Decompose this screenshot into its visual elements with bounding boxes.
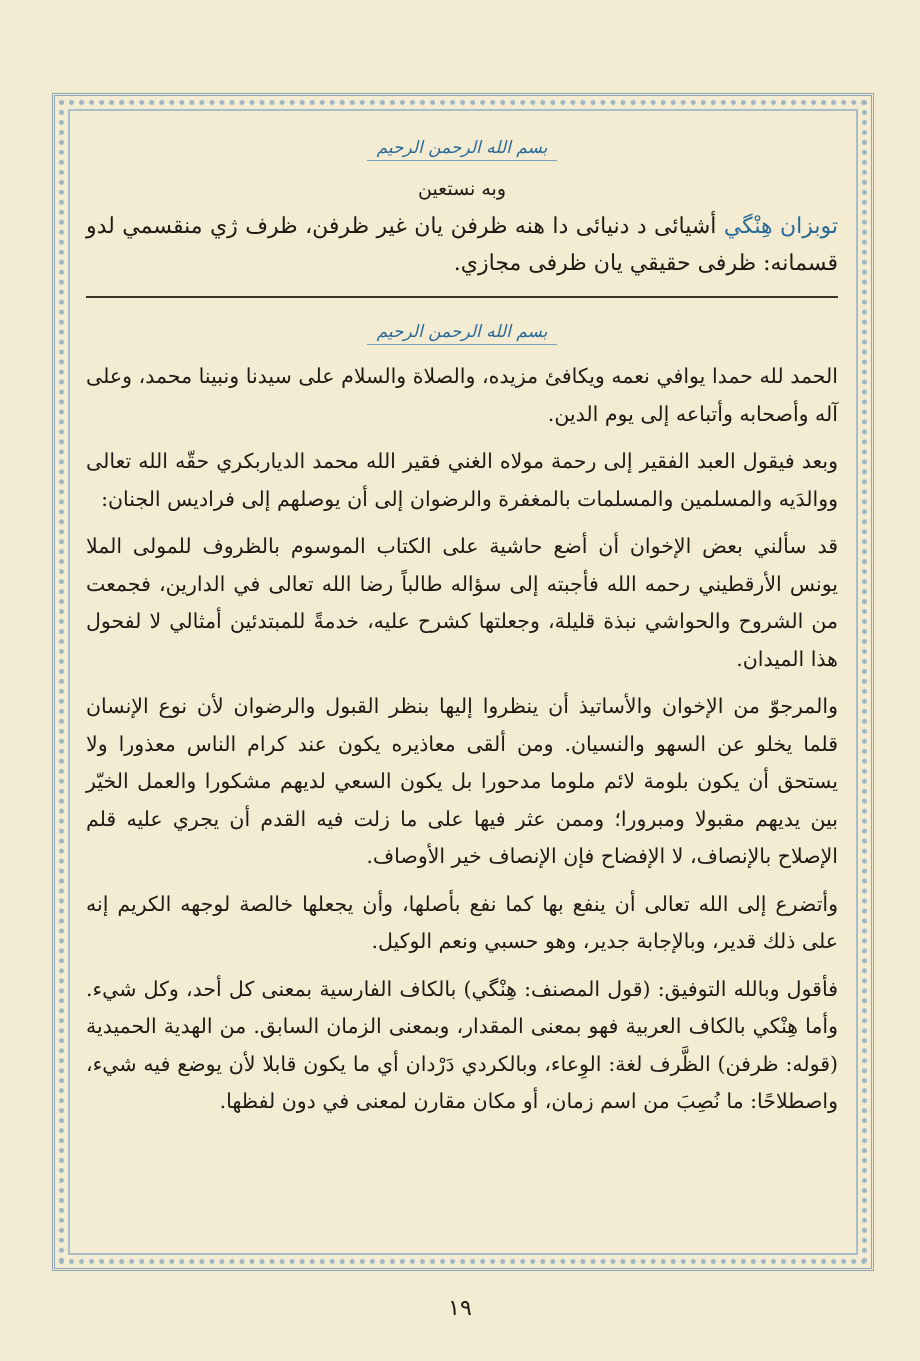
page-content [86, 122, 838, 1131]
basmala-calligraphy-top [86, 122, 838, 174]
paragraph: وبعد فيقول العبد الفقير إلى رحمة مولاه الغني فقير الله محمد الدياربكري حقّه الله تعالى ووالدَيه والمسلمين والمسلمات بالمغفرة والرضوان إلى أن يوصلهم إلى فراديس الجنان: [86, 449, 838, 511]
paragraph: والمرجوّ من الإخوان والأساتيذ أن ينظروا إليها بنظر القبول والرضوان لأن نوع الإنسان قلما يخلو عن السهو والنسيان. ومن ألقى معاذيره يكون عند كرام الناس معذورا ولا يستحق أن يكون بلومة لائم ملوما مدحورا بل يكون السعي لديهم مشكورا والعمل الخيّر بين يديهم مقبولا ومبرورا؛ وممن عثر فيها على ما زلت فيه القدم أن يجري عليه قلم الإصلاح بالإنصاف، لا الإفضاح فإن الإنصاف خير الأوصاف. [86, 694, 838, 868]
intro-rest: أشيائى د دنيائى دا هنه ظرفن يان غير ظرفن، ظرف ژي منقسمي لدو قسمانه: ظرفى حقيقي يان ظرفى مجازي. [86, 214, 838, 276]
paragraph: فأقول وبالله التوفيق: (قول المصنف: هِنْگي) بالكاف الفارسية بمعنى كل أحد، وكل شيء. وأما هِنْكي بالكاف العربية فهو بمعنى المقدار، وبمعنى الزمان السابق. من الهدية الحميدية (قوله: ظرفن) الظَّرف لغة: الوِعاء، وبالكردي دَرْدان أي ما يكون قابلا لأن يوضع فيه شيء، واصطلاحًا: ما نُصِبَ من اسم زمان، أو مكان مقارن لمعنى في دون لفظها. [86, 976, 838, 1113]
subtitle: وبه نستعين [417, 178, 507, 200]
paragraph: الحمد لله حمدا يوافي نعمه ويكافئ مزيده، والصلاة والسلام على سيدنا ونبينا محمد، وعلى آله وأصحابه وأتباعه إلى يوم الدين. [86, 364, 838, 426]
paragraph: وأتضرع إلى الله تعالى أن ينفع بها كما نفع بأصلها، وأن يجعلها خالصة لوجهه الكريم إنه على ذلك قدير، وبالإجابة جدير، وهو حسبي ونعم الوكيل. [86, 891, 838, 953]
section-divider [86, 296, 838, 298]
intro-text [86, 208, 838, 282]
page-number: ١٩ [448, 1296, 472, 1321]
basmala-calligraphy-second [86, 306, 838, 358]
intro-highlight: توبزان هِنْگي [723, 214, 838, 239]
basmala-text: بسم الله الرحمن الرحيم [367, 320, 558, 345]
paragraph: قد سألني بعض الإخوان أن أضع حاشية على الكتاب الموسوم بالظروف للمولى الملا يونس الأرقطيني رحمه الله فأجبته إلى سؤاله طالباً رضا الله تعالى في الدارين، فجمعت من الشروح والحواشي نبذة قليلة، وجعلتها كشرح عليه، خدمةً للمبتدئين أمثالي لا لفحول هذا الميدان. [86, 534, 838, 671]
basmala-text: بسم الله الرحمن الرحيم [367, 136, 558, 161]
